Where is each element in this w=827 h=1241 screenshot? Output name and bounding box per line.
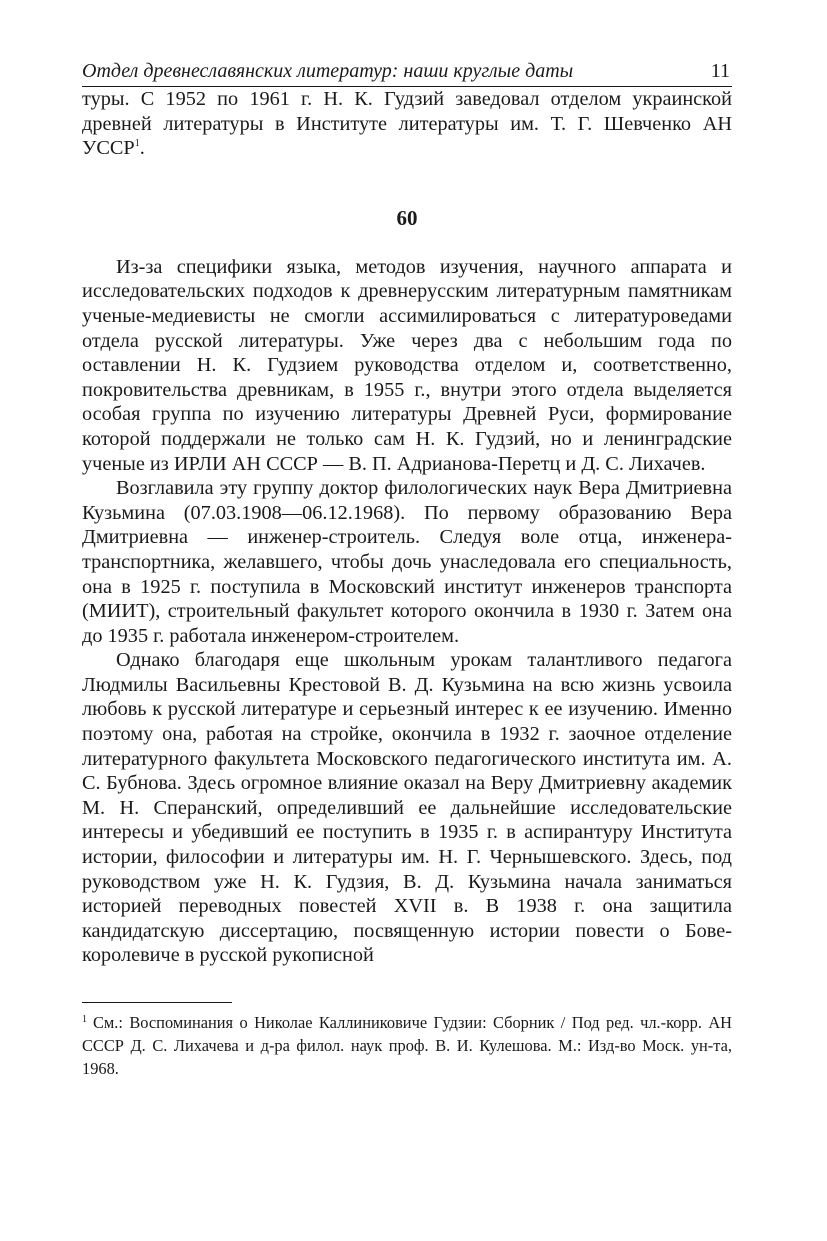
page-body — [82, 87, 732, 968]
running-header — [82, 58, 732, 87]
continuation-text: туры. С 1952 по 1961 г. Н. К. Гудзий заведовал отделом украинской древней литературы в Институте литературы им. Т. Г. Шевченко АН УССР — [82, 88, 732, 160]
footnote — [82, 1011, 732, 1080]
running-title: Отдел древнеславянских литератур: наши круглые даты — [82, 60, 574, 82]
page-number: 11 — [710, 60, 730, 82]
footnote-marker: 1 — [82, 1013, 87, 1025]
footnote-text: См.: Воспоминания о Николае Каллиниковиче Гудзии: Сборник / Под ред. чл.-корр. АН СССР Д. С. Лихачева и д-ра филол. наук проф. В. И. Кулешова. М.: Изд-во Моск. ун-та, 1968. — [82, 1013, 732, 1078]
paragraph-1: Из-за специфики языка, методов изучения, научного аппарата и исследовательских подходов к древнерусским литературным памятникам ученые-медиевисты не смогли ассимилироваться с литературоведами отдела русской литературы. Уже через два с небольшим года по оставлении Н. К. Гудзием руководства отделом и, соответственно, покровительства древникам, в 1955 г., внутри этого отдела выделяется особая группа по изучению литературы Древней Руси, формирование которой поддержали не только сам Н. К. Гудзий, но и ленинградские ученые из ИРЛИ АН СССР — В. П. Адрианова-Перетц и Д. С. Лихачев. — [82, 255, 732, 475]
continuation-paragraph — [82, 87, 732, 161]
book-page — [82, 58, 732, 1080]
footnote-divider — [82, 1002, 232, 1003]
footnote-reference: 1 — [134, 138, 140, 150]
paragraph-3: Однако благодаря еще школьным урокам талантливого педагога Людмилы Васильевны Крестовой В. Д. Кузьмина на всю жизнь усвоила любовь к русской литературе и серьезный интерес к ее изучению. Именно поэтому она, работая на стройке, окончила в 1932 г. заочное отделение литературного факультета Московского педагогического института им. А. С. Бубнова. Здесь огромное влияние оказал на Веру Дмитриевну академик М. Н. Сперанский, определивший ее дальнейшие исследовательские интересы и убедивший ее поступить в 1935 г. в аспирантуру Института истории, философии и литературы им. Н. Г. Чернышевского. Здесь, под руководством уже Н. К. Гудзия, В. Д. Кузьмина начала заниматься историей переводных повестей XVII в. В 1938 г. она защитила кандидатскую диссертацию, посвященную истории повести о Бове-королевиче в русской рукописной — [82, 649, 732, 967]
continuation-end: . — [139, 137, 145, 160]
section-number: 60 — [396, 205, 418, 230]
paragraph-2: Возглавила эту группу доктор филологических наук Вера Дмитриевна Кузьмина (07.03.1908—06.12.1968). По первому образованию Вера Дмитриевна — инженер-строитель. Следуя воле отца, инженера-транспортника, желавшего, чтобы дочь унаследовала его специальность, она в 1925 г. поступила в Московский институт инженеров транспорта (МИИТ), строительный факультет которого окончила в 1930 г. Затем она до 1935 г. работала инженером-строителем. — [82, 477, 732, 647]
